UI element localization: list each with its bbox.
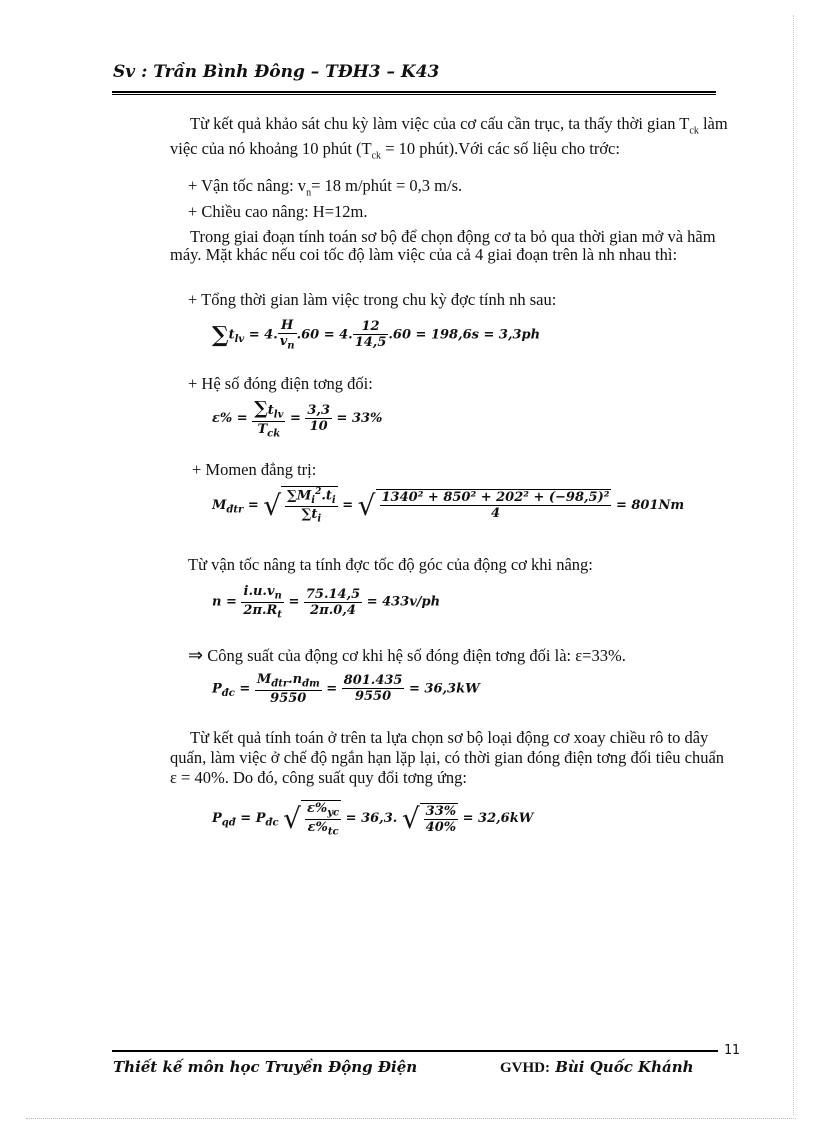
formula-duty-factor: ε% = $\frac{\sum t_{lv}}{T_{ck}}$ = $\frac{3,3}{10}$ = 33% <box>212 398 383 440</box>
footer-course-title: Thiết kế môn học Truyền Động Điện <box>113 1058 418 1076</box>
bullet-equivalent-moment: + Momen đẳng trị: <box>192 460 317 479</box>
sqrt-sign: √ <box>263 488 282 522</box>
sqrt-sign: √ <box>401 802 420 836</box>
paragraph-cycle-time: Từ kết quả khảo sát chu kỳ làm việc của cơ cấu cần trục, ta thấy thời gian $T_{ck}$ làm việc của nó khoảng 10 phút ($T_{ck} = 10$ phút).Với các số liệu cho trớc: <box>170 114 728 162</box>
page-edge-bottom <box>26 1118 796 1119</box>
bullet-lift-height: + Chiều cao nâng: H=12m. <box>188 202 368 221</box>
paragraph-angular-speed: Từ vận tốc nâng ta tính đợc tốc độ góc của động cơ khi nâng: <box>188 555 593 574</box>
formula-converted-power: $P_{qđ} = P_{đc}$ √ $\frac{\varepsilon\%_{yc}}{\varepsilon\%_{tc}}$ = 36,3. √ $\frac{33\%}{40\%}$ = 32,6kW <box>212 801 534 838</box>
sqrt-sign: √ <box>357 488 376 522</box>
paragraph-motor-selection: Từ kết quả tính toán ở trên ta lựa chọn sơ bộ loại động cơ xoay chiều rô to dây quấn, làm việc ở chế độ ngắn hạn lặp lại, có thời gian đóng điện tơng đối tiêu chuẩn ε = 40%. Do đó, công suất quy đổi tơng ứng: <box>170 728 725 787</box>
bullet-total-time: + Tổng thời gian làm việc trong chu kỳ đợc tính nh sau: <box>188 290 557 309</box>
formula-motor-power: $P_{đc}$ = $\frac{M_{đtr}.n_{đm}}{9550}$ = $\frac{801.435}{9550}$ = 36,3kW <box>212 672 480 706</box>
footer-supervisor: GVHD: Bùi Quốc Khánh <box>500 1058 694 1076</box>
page-edge-right <box>793 15 794 1115</box>
formula-speed: n = $\frac{i.u.v_n}{2\pi.R_t}$ = $\frac{75.14,5}{2\pi.0,4}$ = 433v/ph <box>212 584 441 621</box>
formula-equivalent-moment: $M_{đtr}$ = √ $\frac{\sum M_i^2.t_i}{\sum t_i}$ = √ $\frac{\text{1340² + 850² + 202² + (−98,5)²}}{4}$ = 801Nm <box>212 487 685 525</box>
page-number: 11 <box>724 1043 740 1058</box>
paragraph-motor-power: ⇒ Công suất của động cơ khi hệ số đóng điện tơng đối là: ε=33%. <box>188 645 626 665</box>
implies-arrow-icon: ⇒ <box>188 645 204 665</box>
paragraph-preliminary: Trong giai đoạn tính toán sơ bộ để chọn động cơ ta bỏ qua thời gian mở và hãm máy. Mặt khác nếu coi tốc độ làm việc của cả 4 giai đoạn trên là nh nhau thì: <box>170 227 716 264</box>
footer-rule <box>112 1050 718 1052</box>
header-rule-thin <box>112 94 716 95</box>
formula-total-time: $\sum t_{lv} = 4$. $\frac{H}{v_n}$ .60 = 4. $\frac{12}{14,5}$ .60 = 198,6s = 3,3ph <box>212 318 541 352</box>
header-rule <box>112 91 716 93</box>
sqrt-sign: √ <box>283 802 301 836</box>
bullet-lift-speed: + Vận tốc nâng: $v_n= 18$ m/phút = 0,3 m/s. <box>188 176 463 199</box>
bullet-duty-factor: + Hệ số đóng điện tơng đối: <box>188 374 373 393</box>
page-header: Sv : Trần Bình Đông – TĐH3 – K43 <box>113 62 440 82</box>
